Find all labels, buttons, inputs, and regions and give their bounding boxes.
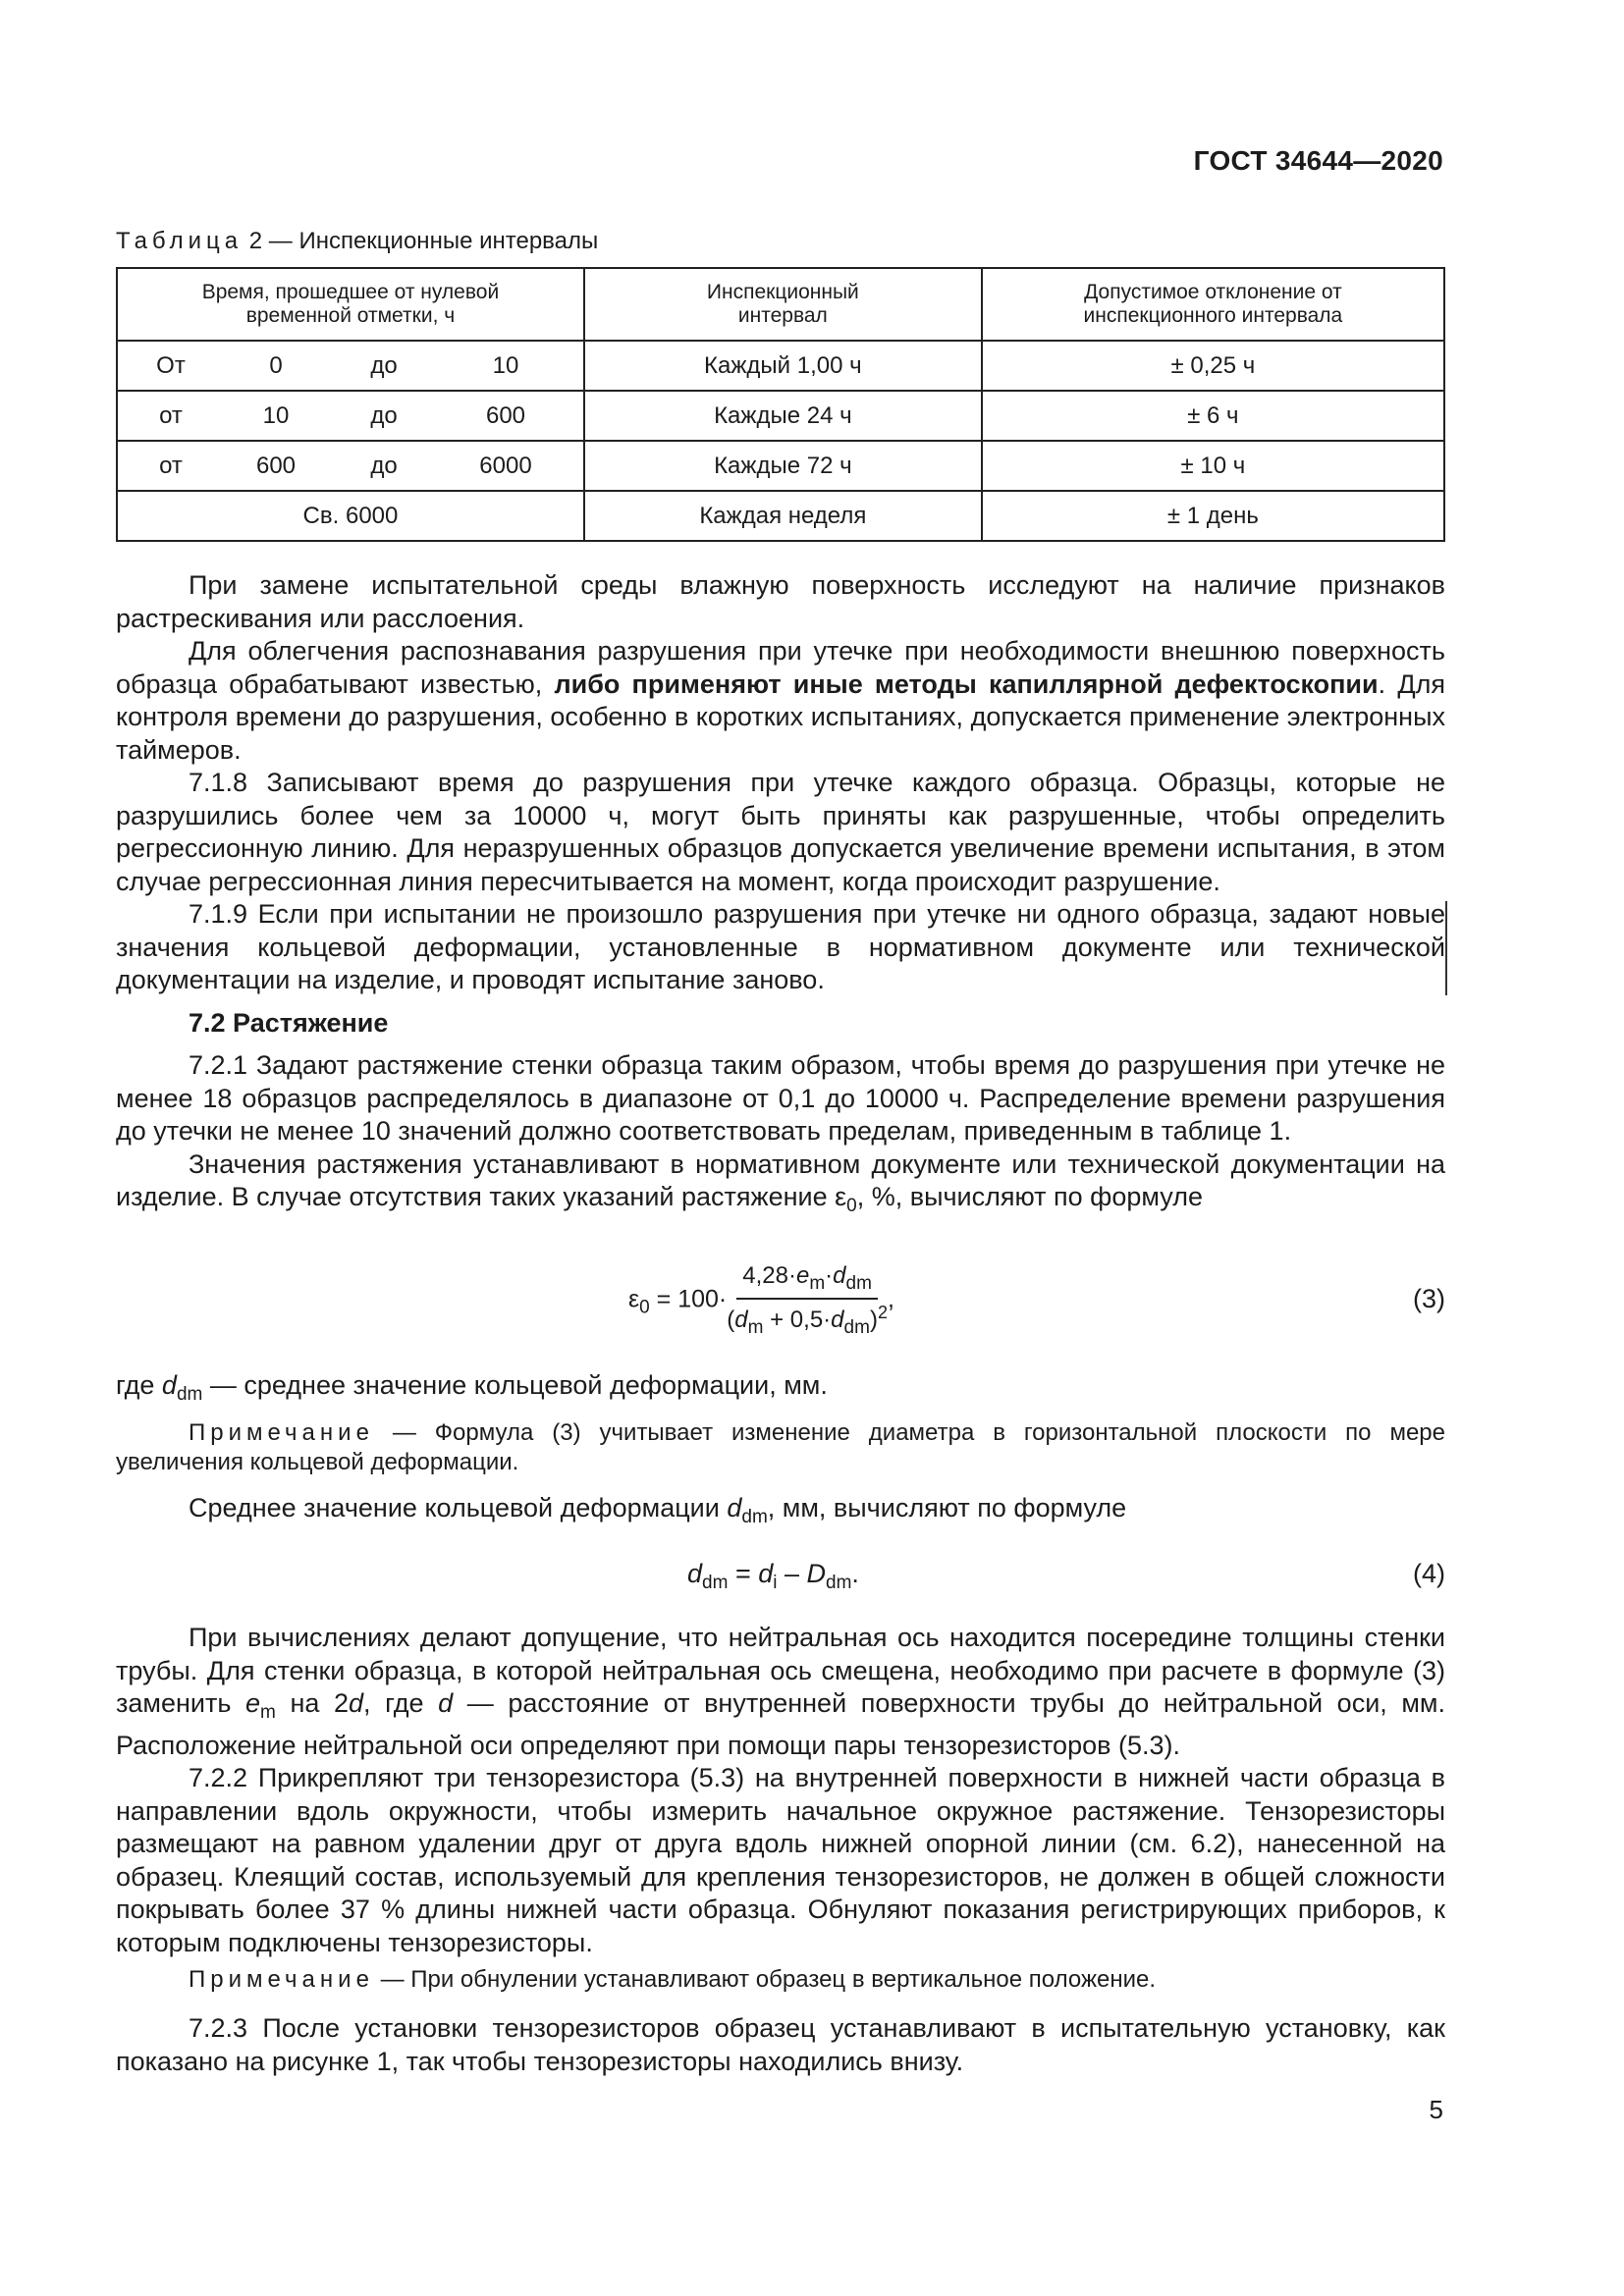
text-block-1 bbox=[116, 569, 1445, 1223]
change-bar bbox=[1445, 901, 1447, 995]
text-block-4 bbox=[116, 1622, 1445, 1959]
interval-cell: Каждые 24 ч bbox=[584, 391, 982, 441]
header-elapsed-time: Время, прошедшее от нулевой временной отметки, ч bbox=[117, 268, 584, 341]
paragraph: Значения растяжения устанавливают в нормативном документе или технической документации на изделие. В случае отсутствия таких указаний растяжение $\varepsilon_0$, %, вычисляют по формуле bbox=[116, 1148, 1445, 1216]
header-interval: Инспекционный интервал bbox=[584, 268, 982, 341]
interval-cell: Каждая неделя bbox=[584, 491, 982, 541]
range-to-word: до bbox=[370, 452, 398, 479]
header-tolerance: Допустимое отклонение от инспекционного интервала bbox=[982, 268, 1444, 341]
paragraph: Для облегчения распознавания разрушения при утечке при необходимости внешнюю поверхность образца обрабатывают известью, либо применяют иные методы капиллярной дефектоскопии. Для контроля времени до разрушения, особенно в коротких испытаниях, допускается применение электронных таймеров. bbox=[116, 636, 1445, 765]
range-from: 600 bbox=[255, 452, 297, 479]
formula-3: $\varepsilon_0 = 100\cdot$ $\frac{4,28\cdot e_m\cdot d_{dm}}{(d_m + 0,5\cdot d_{dm})^2}$ , bbox=[628, 1262, 894, 1338]
range-cell bbox=[117, 341, 584, 391]
paragraph-7-1-8: 7.1.8 Записывают время до разрушения при утечке каждого образца. Образцы, которые не разрушились более чем за 10000 ч, могут быть приняты как разрушенные, чтобы определить регрессионную линию. Для неразрушенных образцов допускается увеличение времени испытания, в этом случае регрессионная линия пересчитывается на момент, когда происходит разрушение. bbox=[116, 768, 1445, 896]
page-number: 5 bbox=[1429, 2095, 1443, 2124]
paragraph-7-2-1: 7.2.1 Задают растяжение стенки образца таким образом, чтобы время до разрушения при утечке не менее 18 образцов распределялось в диапазоне от 0,1 до 10000 ч. Распределение времени разрушения до утечки не менее 10 значений должно соответствовать пределам, приведенным в таблице 1. bbox=[116, 1050, 1445, 1146]
paragraph: При замене испытательной среды влажную поверхность исследуют на наличие признаков растрескивания или расслоения. bbox=[116, 570, 1445, 633]
table-row bbox=[117, 441, 1444, 491]
paragraph-7-1-9: 7.1.9 Если при испытании не произошло разрушения при утечке ни одного образца, задают новые значения кольцевой деформации, установленные в нормативном документе или технической документации на изделие, и проводят испытание заново. bbox=[116, 899, 1445, 994]
range-from: 10 bbox=[262, 401, 290, 429]
formula-4: $d_{dm} = d_i - D_{dm}$. bbox=[687, 1559, 859, 1593]
formula-3-fraction: $\frac{4,28\cdot e_m\cdot d_{dm}}{(d_m + 0,5\cdot d_{dm})^2}$ bbox=[727, 1262, 888, 1338]
range-cell bbox=[117, 391, 584, 441]
table-caption bbox=[116, 228, 598, 255]
note-label: Примечание bbox=[189, 1419, 374, 1446]
equation-number-4: (4) bbox=[1413, 1559, 1445, 1588]
range-to-word: до bbox=[370, 351, 398, 379]
text-block-5 bbox=[116, 2012, 1445, 2078]
table-header-row bbox=[117, 268, 1444, 341]
range-prefix: от bbox=[159, 452, 183, 479]
note-label: Примечание bbox=[189, 1966, 374, 1993]
document-code: ГОСТ 34644—2020 bbox=[1193, 145, 1443, 176]
range-cell: Св. 6000 bbox=[117, 491, 584, 541]
range-prefix: От bbox=[156, 351, 186, 379]
table-row bbox=[117, 491, 1444, 541]
table-row bbox=[117, 391, 1444, 441]
text-block-2 bbox=[116, 1369, 1445, 1412]
paragraph: Среднее значение кольцевой деформации $d_{dm}$, мм, вычисляют по формуле bbox=[189, 1493, 1127, 1527]
table-caption-label: Таблица bbox=[116, 228, 244, 254]
note-1: Примечание — Формула (3) учитывает изменение диаметра в горизонтальной плоскости по мере увеличения кольцевой деформации. bbox=[116, 1419, 1445, 1475]
tolerance-cell: ± 1 день bbox=[982, 491, 1444, 541]
inspection-intervals-table bbox=[116, 267, 1445, 542]
text-block-3 bbox=[116, 1492, 1445, 1534]
range-from: 0 bbox=[269, 351, 283, 379]
range-cell bbox=[117, 441, 584, 491]
paragraph: При вычислениях делают допущение, что нейтральная ось находится посередине толщины стенки трубы. Для стенки образца, в которой нейтральная ось смещена, необходимо при расчете в формуле (3) заменить $e_m$ на 2d, где d — расстояние от внутренней поверхности трубы до нейтральной оси, мм. Расположение нейтральной оси определяют при помощи пары тензорезисторов (5.3). bbox=[116, 1623, 1445, 1760]
section-heading-7-2: 7.2 Растяжение bbox=[189, 1007, 389, 1038]
range-to: 6000 bbox=[479, 452, 532, 479]
bold-phrase: либо применяют иные методы капиллярной дефектоскопии bbox=[554, 668, 1379, 699]
table-caption-text: 2 — Инспекционные интервалы bbox=[243, 228, 599, 254]
equation-number-3: (3) bbox=[1413, 1284, 1445, 1313]
interval-cell: Каждый 1,00 ч bbox=[584, 341, 982, 391]
note-2: Примечание — При обнулении устанавливают образец в вертикальное положение. bbox=[189, 1966, 1157, 1993]
range-to-word: до bbox=[370, 401, 398, 429]
interval-cell: Каждые 72 ч bbox=[584, 441, 982, 491]
tolerance-cell: ± 10 ч bbox=[982, 441, 1444, 491]
range-prefix: от bbox=[159, 401, 183, 429]
range-to: 600 bbox=[485, 401, 526, 429]
paragraph-7-2-3: 7.2.3 После установки тензорезисторов образец устанавливают в испытательную установку, как показано на рисунке 1, так чтобы тензорезисторы находились внизу. bbox=[116, 2013, 1445, 2076]
where-line: где $d_{dm}$ — среднее значение кольцевой деформации, мм. bbox=[116, 1370, 828, 1405]
paragraph-7-2-2: 7.2.2 Прикрепляют три тензорезистора (5.3) на внутренней поверхности в нижней части образца в направлении вдоль окружности, чтобы измерить начальное окружное растяжение. Тензорезисторы размещают на равном удалении друг от друга вдоль нижней опорной линии (см. 6.2), нанесенной на образец. Клеящий состав, используемый для крепления тензорезисторов, не должен в общей сложности покрывать более 37 % длины нижней части образца. Обнуляют показания регистрирующих приборов, к которым подключены тензорезисторы. bbox=[116, 1763, 1445, 1957]
table-row bbox=[117, 341, 1444, 391]
tolerance-cell: ± 6 ч bbox=[982, 391, 1444, 441]
tolerance-cell: ± 0,25 ч bbox=[982, 341, 1444, 391]
range-to: 10 bbox=[492, 351, 519, 379]
